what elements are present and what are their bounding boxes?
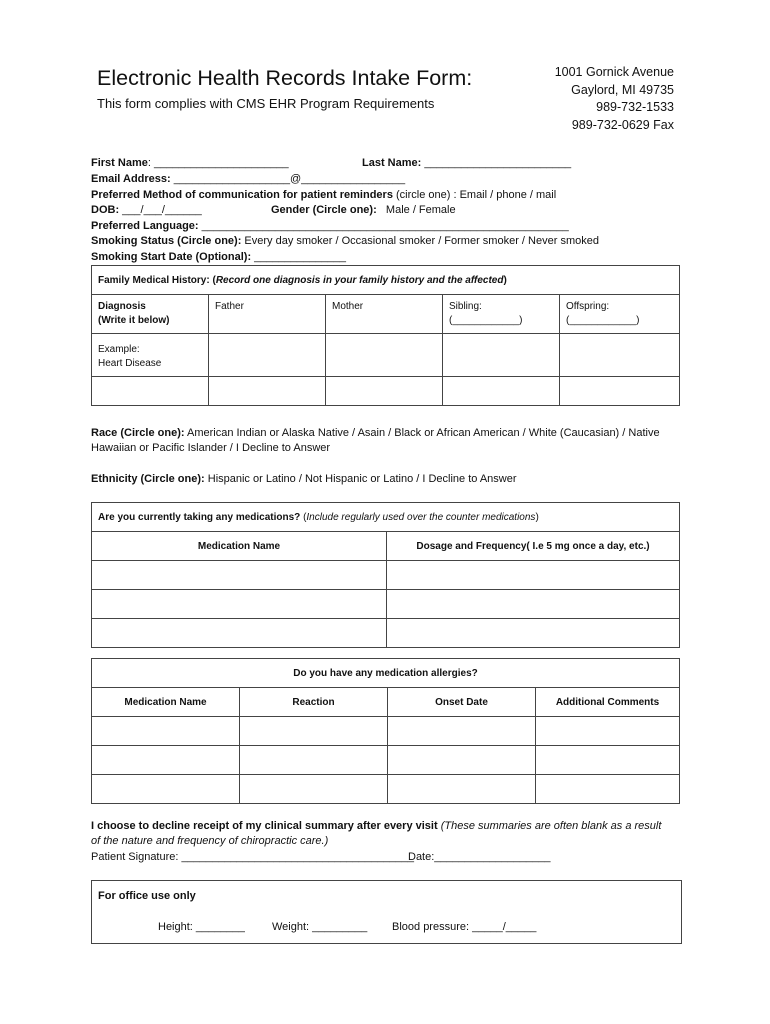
language-label: Preferred Language: [91,220,199,232]
form-title: Electronic Health Records Intake Form: [97,66,473,90]
date-field[interactable]: Date:___________________ [408,851,551,863]
table-row [92,775,680,804]
col-father-label: Father [215,301,244,312]
col-diagnosis [92,295,209,334]
weight-field[interactable]: Weight: _________ [272,921,368,933]
col-dosage: Dosage and Frequency( I.e 5 mg once a day, etc.) [387,532,680,561]
table-cell[interactable] [560,334,680,377]
table-cell[interactable] [387,561,680,590]
table-cell[interactable] [443,334,560,377]
allergies-table [91,658,680,804]
table-cell[interactable] [92,619,387,648]
family-caption-bold: Family Medical History: ( [98,274,216,286]
ethnicity-field[interactable] [91,473,517,485]
table-cell[interactable] [326,334,443,377]
family-history-caption [92,266,680,295]
race-line-2[interactable] [91,442,330,454]
height-field[interactable]: Height: ________ [158,921,245,933]
table-cell[interactable] [536,775,680,804]
smoking-start-field[interactable] [91,251,346,263]
col-father [209,295,326,334]
table-cell[interactable] [240,717,388,746]
table-row [92,717,680,746]
table-cell[interactable] [92,377,209,406]
smoking-field[interactable] [91,235,599,247]
gender-label: Gender (Circle one): [271,204,377,216]
table-cell[interactable] [443,377,560,406]
clinic-address [555,64,674,134]
table-cell[interactable] [560,377,680,406]
family-history-table [91,265,680,406]
family-history-header-row [92,295,680,334]
smoking-start-blank[interactable]: _______________ [251,251,346,263]
col-diagnosis-2: (Write it below) [98,315,170,326]
table-cell[interactable] [240,746,388,775]
address-city: Gaylord, MI 49735 [571,82,674,97]
address-street: 1001 Gornick Avenue [554,65,674,79]
email-label: Email Address: [91,173,171,185]
table-row [92,746,680,775]
table-cell[interactable] [388,746,536,775]
table-cell[interactable] [326,377,443,406]
first-name-blank[interactable]: : ______________________ [147,157,289,169]
gender-field[interactable] [271,204,456,216]
table-cell[interactable] [209,334,326,377]
race-label: Race (Circle one): [91,427,185,439]
col-sibling [443,295,560,334]
form-subtitle: This form complies with CMS EHR Program Requirements [97,96,435,111]
table-row [92,619,680,648]
table-cell[interactable] [536,746,680,775]
pref-comm-field[interactable] [91,189,556,201]
col-offspring [560,295,680,334]
medications-header-row [92,532,680,561]
medications-caption-bold: Are you currently taking any medications? [98,511,301,523]
table-cell[interactable] [92,775,240,804]
col-offspring-2[interactable]: (____________) [566,315,640,326]
dob-field[interactable] [91,204,202,216]
col-offspring-1: Offspring: [566,301,610,312]
col-onset-date: Onset Date [388,688,536,717]
example-cell [92,334,209,377]
col-sibling-1: Sibling: [449,301,482,312]
ethnicity-options[interactable]: Hispanic or Latino / Not Hispanic or Latino / I Decline to Answer [204,473,517,485]
address-fax: 989-732-0629 Fax [571,117,674,132]
medications-caption-italic: Include regularly used over the counter medications [306,511,536,523]
col-additional-comments: Additional Comments [536,688,680,717]
smoking-options[interactable]: Every day smoker / Occasional smoker / Former smoker / Never smoked [241,235,599,247]
office-use-box [91,880,682,944]
dob-blank[interactable]: ___/___/______ [119,204,202,216]
allergies-caption: Do you have any medication allergies? [92,659,680,688]
table-cell[interactable] [387,590,680,619]
summary-line-1 [91,820,661,832]
email-blank[interactable]: ___________________@_________________ [170,173,406,185]
table-cell[interactable] [92,590,387,619]
race-line-1[interactable] [91,427,660,439]
last-name-field[interactable] [362,157,571,169]
last-name-blank[interactable]: ________________________ [421,157,572,169]
col-mother-label: Mother [332,301,364,312]
family-caption-end: ) [503,274,507,286]
smoking-label: Smoking Status (Circle one): [91,235,242,247]
table-cell[interactable] [240,775,388,804]
table-cell[interactable] [387,619,680,648]
pref-comm-label: Preferred Method of communication for patient reminders [91,189,393,201]
language-field[interactable] [91,220,569,232]
race-options-1[interactable]: American Indian or Alaska Native / Asain / Black or African American / White (Caucasian) / Native [184,427,660,439]
first-name-field[interactable] [91,157,289,169]
table-cell[interactable] [209,377,326,406]
race-options-2[interactable]: Hawaiian or Pacific Islander / I Decline to Answer [91,442,331,454]
signature-field[interactable]: Patient Signature: ______________________________________ [91,851,414,863]
col-diagnosis-1: Diagnosis [98,301,146,312]
table-row [92,590,680,619]
last-name-label: Last Name: [362,157,422,169]
summary-line-2: of the nature and frequency of chiropractic care.) [91,835,329,847]
medications-table [91,502,680,648]
summary-italic-1: (These summaries are often blank as a result [437,820,662,832]
family-caption-italic: Record one diagnosis in your family history and the affected [215,274,504,286]
pref-comm-options[interactable]: (circle one) : Email / phone / mail [392,189,557,201]
allergies-header-row [92,688,680,717]
family-history-example-row [92,334,680,377]
first-name-label: First Name [91,157,148,169]
table-row [92,377,680,406]
col-reaction: Reaction [240,688,388,717]
example-value: Heart Disease [98,358,162,369]
address-phone: 989-732-1533 [596,100,674,114]
smoking-start-label: Smoking Start Date (Optional): [91,251,252,263]
medications-caption: Are you currently taking any medications? (Include regularly used over the counter medications) [92,503,680,532]
email-field[interactable] [91,173,405,185]
table-cell[interactable] [388,717,536,746]
ethnicity-label: Ethnicity (Circle one): [91,473,205,485]
dob-label: DOB: [91,204,120,216]
table-cell[interactable] [92,746,240,775]
col-sibling-2[interactable]: (____________) [449,315,523,326]
col-allergy-medication: Medication Name [92,688,240,717]
language-blank[interactable]: ____________________________________________________________ [198,220,569,232]
gender-options[interactable]: Male / Female [385,204,456,216]
table-row [92,561,680,590]
example-label: Example: [98,344,140,355]
summary-bold: I choose to decline receipt of my clinical summary after every visit [91,820,438,832]
table-cell[interactable] [92,561,387,590]
col-medication-name: Medication Name [92,532,387,561]
blood-pressure-field[interactable]: Blood pressure: _____/_____ [392,921,537,933]
table-cell[interactable] [92,717,240,746]
office-use-title: For office use only [98,890,196,902]
table-cell[interactable] [536,717,680,746]
col-mother [326,295,443,334]
table-cell[interactable] [388,775,536,804]
